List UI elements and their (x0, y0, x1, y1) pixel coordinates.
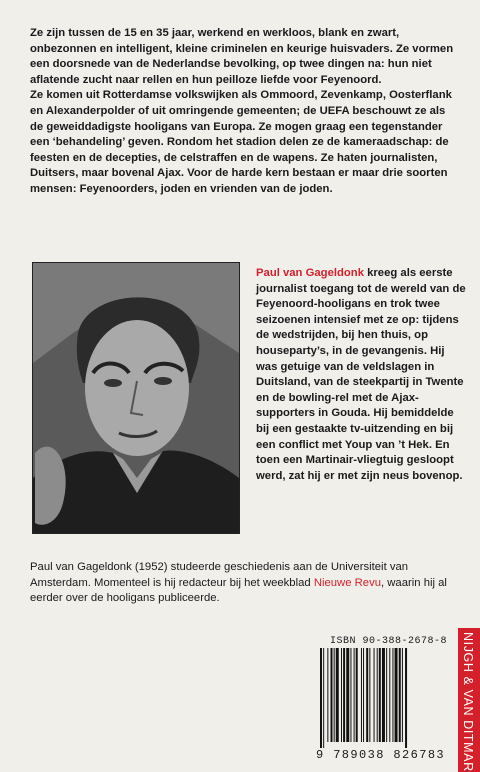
barcode-bar (336, 648, 339, 742)
barcode-bar (331, 648, 333, 742)
barcode-bar (346, 648, 349, 742)
barcode-bar (369, 648, 370, 742)
barcode-bar (395, 648, 398, 742)
barcode-bar (343, 648, 345, 742)
barcode-bar (341, 648, 342, 742)
barcode-bar (366, 648, 368, 742)
magazine-name: Nieuwe Revu (313, 576, 381, 589)
author-bio-text: kreeg als eerste journalist toegang tot de wereld van de Feyenoord-hooligans en trok twee seizoenen intensief met ze op: tijdens de wedstrijden, bij hen thuis, op houseparty’s, in de gevangenis. Hij was getuige van de veldslagen in Duitsland, van de steekpartij in Twente en de bowling-rel met de Ajax-supporters in Gouda. Hij bemiddelde bij een gestaakte tv-uitzending en bij een conflict met Youp van ’t Hek. En toen een Martinair-vliegtuig gesloopt werd, zat hij er met zijn neus bovenop. (256, 267, 466, 482)
barcode-bar (392, 648, 393, 742)
author-name: Paul van Gageldonk (256, 267, 364, 279)
barcode-bar (402, 648, 403, 742)
barcode-bar (399, 648, 401, 742)
barcode-bar (354, 648, 355, 742)
isbn-label: ISBN 90-388-2678-8 (330, 636, 448, 647)
barcode-bar (320, 648, 322, 748)
barcode (318, 648, 444, 748)
author-bio (256, 266, 466, 484)
barcode-bar (356, 648, 358, 742)
barcode-bar (350, 648, 351, 742)
blurb-paragraph-2: Ze komen uit Rotterdamse volkswijken als Ommoord, Zevenkamp, Oosterflank en Alexanderpolder of uit omringende gemeenten; de UEFA beschouwt ze als de geweiddadigste hooligans van Europa. Ze mogen graag een tegenstander een ‘behandeling’ geven. Rondom het stadion delen ze de kameraadschap: de feesten en de decepties, de celstraffen en de wapens. Ze haten journalisten, Duitsers, maar bovenal Ajax. Voor de harde kern bestaan er maar drie soorten mensen: Feyenoorders, joden en vrienden van de joden. (30, 89, 452, 195)
author-photo (32, 262, 240, 534)
barcode-digits: 9 789038 826783 (316, 748, 446, 762)
blurb-paragraph-1: Ze zijn tussen de 15 en 35 jaar, werkend en werkloos, blank en zwart, onbezonnen en intelligent, kleine criminelen en keurige huisvaders. Ze vormen een doorsnede van de Nederlandse bevolking, op twee dingen na: hun niet aflatende zucht naar rellen en hun peilloze liefde voor Feyenoord. (30, 27, 454, 86)
about-text: Paul van Gageldonk (1952) studeerde geschiedenis aan de Universiteit van Amsterdam. Momenteel is hij redacteur bij het weekblad (30, 561, 409, 589)
about-text-end: , waarin hij al eerder over de hooligans publiceerde. (30, 576, 447, 605)
barcode-bar (379, 648, 381, 742)
barcode-bar (334, 648, 335, 742)
barcode-bar (405, 648, 407, 748)
barcode-bar (361, 648, 362, 742)
barcode-bar (386, 648, 387, 742)
about-author (30, 560, 470, 607)
barcode-bar (323, 648, 324, 748)
barcode-bar (374, 648, 375, 742)
blurb (30, 26, 460, 198)
publisher-name: NIJGH & VAN DITMAR (461, 632, 475, 772)
barcode-bar (327, 648, 328, 742)
barcode-bar (363, 648, 364, 742)
barcode-bar (389, 648, 390, 742)
barcode-bar (377, 648, 378, 742)
publisher-logo (458, 628, 480, 772)
barcode-bar (382, 648, 385, 742)
